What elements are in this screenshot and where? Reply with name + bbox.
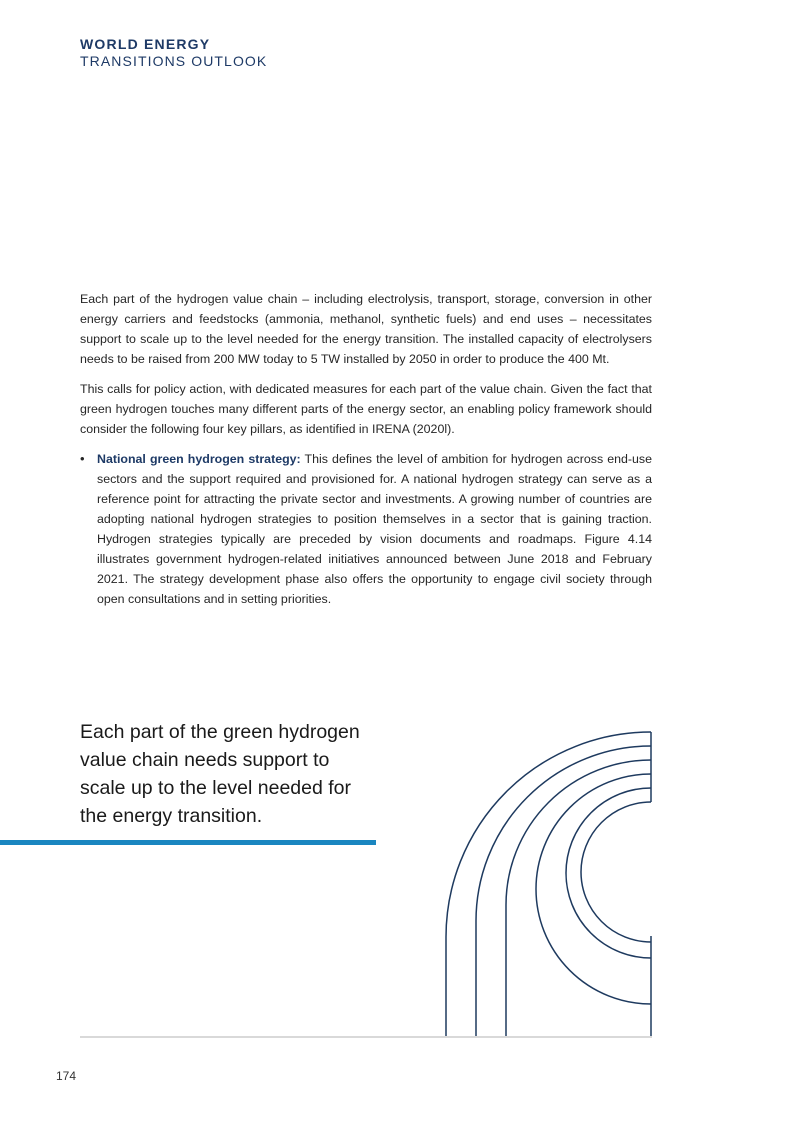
- page-number: 174: [56, 1069, 77, 1083]
- body-text: [80, 289, 652, 609]
- pillar-list: [80, 449, 652, 609]
- list-item: [80, 449, 652, 609]
- bullet-lead: National green hydrogen strategy:: [97, 452, 301, 466]
- footer-rule: [80, 1036, 652, 1038]
- bullet-text: This defines the level of ambition for hydrogen across end-use sectors and the support required and provisioned for. A national hydrogen strategy can serve as a reference point for attracting the private sector and investments. A growing number of countries are adopting national hydrogen strategies to position themselves in a sector that is gaining traction. Hydrogen strategies typically are preceded by vision documents and roadmaps. Figure 4.14 illustrates government hydrogen-related initiatives announced between June 2018 and February 2021. The strategy development phase also offers the opportunity to engage civil society through open consultations and in setting priorities.: [97, 452, 653, 606]
- decorative-arcs-graphic: [440, 726, 654, 1038]
- publication-title: WORLD ENERGY: [80, 36, 211, 52]
- arc-line: [566, 788, 651, 958]
- arc-line: [506, 760, 651, 1038]
- arc-line: [536, 774, 651, 1004]
- pull-quote: Each part of the green hydrogen value chain needs support to scale up to the level needed for the energy transition.: [80, 721, 360, 827]
- arc-line: [581, 802, 651, 942]
- publication-subtitle: TRANSITIONS OUTLOOK: [80, 53, 268, 69]
- running-header: [80, 36, 267, 70]
- body-paragraph: Each part of the hydrogen value chain – including electrolysis, transport, storage, conversion in other energy carriers and feedstocks (ammonia, methanol, synthetic fuels) and end uses – necessitates support to scale up to the level needed for the energy transition. The installed capacity of electrolysers needs to be raised from 200 MW today to 5 TW installed by 2050 in order to produce the 400 Mt.: [80, 292, 652, 366]
- body-paragraph: This calls for policy action, with dedicated measures for each part of the value chain. Given the fact that green hydrogen touches many different parts of the energy sector, an enabling policy framework should consider the following four key pillars, as identified in IRENA (2020l).: [80, 382, 652, 436]
- accent-bar: [0, 840, 376, 845]
